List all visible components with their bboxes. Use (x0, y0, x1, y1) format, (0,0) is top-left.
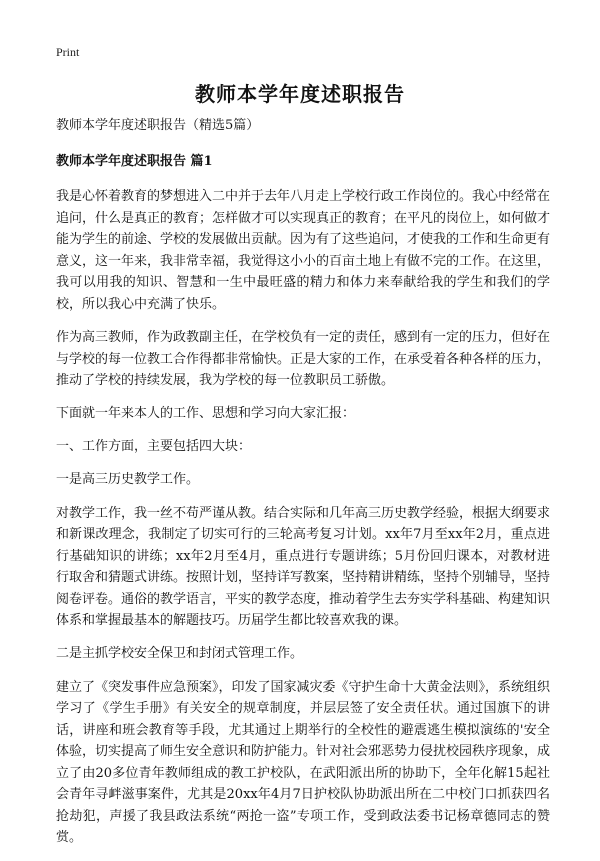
paragraph-safety-heading: 二是主抓学校安全保卫和封闭式管理工作。 (56, 645, 304, 661)
paragraph-intro: 我是心怀着教育的梦想进入二中并于去年八月走上学校行政工作岗位的。我心中经常在追问，什么是真正的教育；怎样做才可以实现真正的教育；在平凡的岗位上，如何做才能为学生的前途、学校的发展做出贡献。因为有了这些追问，才使我的工作和生命更有意义，这一年来，我非常幸福，我觉得这小小的百亩土地上有做不完的工作。在这里，我可以用我的知识、智慧和一生中最旺盛的精力和体力来奉献给我的学生和我们的学校，所以我心中充满了快乐。 (56, 189, 551, 312)
paragraph-report-intro: 下面就一年来本人的工作、思想和学习向大家汇报： (56, 405, 356, 421)
page-title: 教师本学年度述职报告 (195, 82, 405, 106)
paragraph-safety-work: 建立了《突发事件应急预案》，印发了国家减灾委《守护生命十大黄金法则》，系统组织学习了《学生手册》有关安全的规章制度，并层层签了安全责任状。通过国旗下的讲话，讲座和班会教育等手段，尤其通过上期举行的全校性的避震逃生模拟演练的'安全体验，切实提高了师生安全意识和防护能力。针对社会邪恶势力侵扰校园秩序现象，成立了由20多位青年教师组成的教工护校队，在武阳派出所的协助下，全年化解15起社会青年寻衅滋事案件，尤其是20xx年4月7日护校队协助派出所在二中校门口抓获四名抢劫犯，声援了我县政法系统“两抢一盗”专项工作，受到政法委书记杨章德同志的赞赏。 (56, 679, 551, 845)
print-link[interactable]: Print (56, 45, 80, 59)
document-subtitle: 教师本学年度述职报告（精选5篇） (56, 118, 260, 133)
paragraph-role: 作为高三教师，作为政教副主任，在学校负有一定的责任，感到有一定的压力，但好在与学校的每一位教工合作得都非常愉快。正是大家的工作，在承受着各种各样的压力，推动了学校的持续发展，我为学校的每一位教职员工骄傲。 (56, 330, 551, 388)
section-heading: 教师本学年度述职报告 篇1 (56, 154, 213, 169)
document-body (56, 116, 550, 861)
paragraph-history-teaching: 对教学工作，我一丝不苟严谨从教。结合实际和几年高三历史教学经验，根据大纲要求和新课改理念，我制定了切实可行的三轮高考复习计划。xx年7月至xx年2月，重点进行基础知识的讲练；xx年2月至4月，重点进行专题讲练；5月份回归课本，对教材进行取舍和猜题式讲练。按照计划，坚持详写教案，坚持精讲精练，坚持个别辅导，坚持阅卷评卷。通俗的教学语言，平实的教学态度，推动着学生去夯实学科基础、构建知识体系和掌握最基本的解题技巧。历届学生都比较喜欢我的课。 (56, 505, 551, 628)
paragraph-work-heading: 一、工作方面，主要包括四大块： (56, 438, 252, 454)
paragraph-history-heading: 一是高三历史教学工作。 (56, 471, 200, 487)
